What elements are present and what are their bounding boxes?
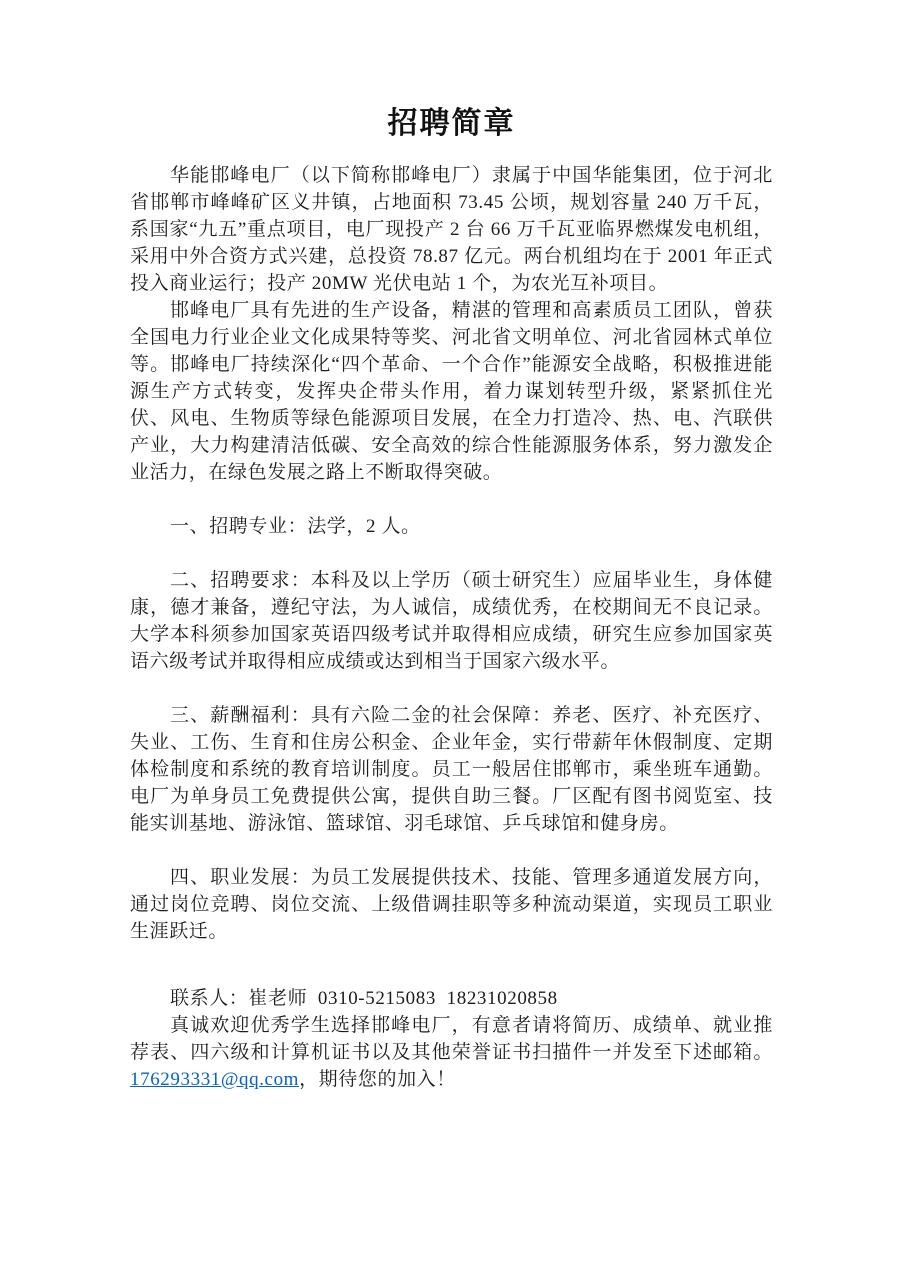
intro-paragraph-company: 华能邯峰电厂（以下简称邯峰电厂）隶属于中国华能集团，位于河北省邯郸市峰峰矿区义井镇，占地面积 73.45 公顷，规划容量 240 万千瓦，系国家“九五”重点项目，电厂现投产 2 台 66 万千瓦亚临界燃煤发电机组，采用中外合资方式兴建，总投资 78.87 亿元。两台机组均在于 2001 年正式投入商业运行；投产 20MW 光伏电站 1 个，为农光互补项目。: [130, 165, 773, 294]
section-career-development: 四、职业发展：为员工发展提供技术、技能、管理多通道发展方向，通过岗位竞聘、岗位交流、上级借调挂职等多种流动渠道，实现员工职业生涯跃迁。: [130, 867, 773, 942]
contact-line: 联系人：崔老师 0310-5215083 18231020858: [170, 988, 558, 1009]
closing-text-after: ，期待您的加入！: [299, 1069, 456, 1090]
document-title: 招聘简章: [387, 107, 516, 140]
closing-text-before: 真诚欢迎优秀学生选择邯峰电厂，有意者请将简历、成绩单、就业推荐表、四六级和计算机证书以及其他荣誉证书扫描件一并发至下述邮箱。: [130, 1015, 773, 1063]
closing-paragraph: [130, 1012, 773, 1093]
section-recruit-major: 一、招聘专业：法学，2 人。: [170, 516, 421, 537]
section-salary-benefits: 三、薪酬福利：具有六险二金的社会保障：养老、医疗、补充医疗、失业、工伤、生育和住房公积金、企业年金，实行带薪年休假制度、定期体检制度和系统的教育培训制度。员工一般居住邯郸市，乘坐班车通勤。电厂为单身员工免费提供公寓，提供自助三餐。厂区配有图书阅览室、技能实训基地、游泳馆、篮球馆、羽毛球馆、乒乓球馆和健身房。: [130, 705, 773, 834]
section-recruit-requirements: 二、招聘要求：本科及以上学历（硕士研究生）应届毕业生，身体健康，德才兼备，遵纪守法，为人诚信，成绩优秀，在校期间无不良记录。大学本科须参加国家英语四级考试并取得相应成绩，研究生应参加国家英语六级考试并取得相应成绩或达到相当于国家六级水平。: [130, 570, 773, 672]
document-content: [130, 104, 773, 1093]
intro-paragraph-achievements: 邯峰电厂具有先进的生产设备，精湛的管理和高素质员工团队，曾获全国电力行业企业文化成果特等奖、河北省文明单位、河北省园林式单位等。邯峰电厂持续深化“四个革命、一个合作”能源安全战略，积极推进能源生产方式转变，发挥央企带头作用，着力谋划转型升级，紧紧抓住光伏、风电、生物质等绿色能源项目发展，在全力打造冷、热、电、汽联供产业，大力构建清洁低碳、安全高效的综合性能源服务体系，努力激发企业活力，在绿色发展之路上不断取得突破。: [130, 300, 773, 483]
email-link[interactable]: 176293331@qq.com: [130, 1069, 300, 1090]
